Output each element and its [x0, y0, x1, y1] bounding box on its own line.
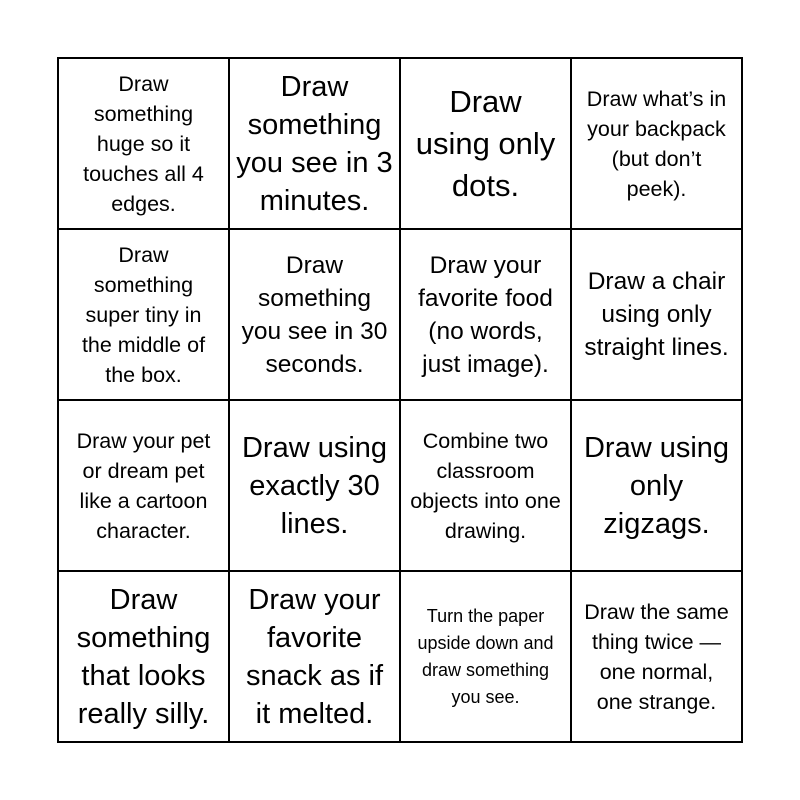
bingo-cell[interactable]: [58, 229, 229, 400]
bingo-cell[interactable]: [571, 571, 742, 742]
cell-text: Draw what’s in your backpack (but don’t peek).: [586, 86, 727, 201]
cell-text: Draw using only dots.: [415, 83, 556, 203]
bingo-cell[interactable]: [400, 400, 571, 571]
bingo-cell[interactable]: [400, 571, 571, 742]
cell-text: Draw your favorite food (no words, just image).: [418, 251, 553, 378]
cell-text: Draw something super tiny in the middle of the box.: [81, 242, 206, 387]
cell-text: Combine two classroom objects into one drawing.: [410, 428, 561, 543]
cell-text: Draw a chair using only straight lines.: [584, 268, 729, 361]
cell-text: Draw something you see in 30 seconds.: [241, 251, 388, 378]
bingo-cell[interactable]: [400, 58, 571, 229]
bingo-cell[interactable]: [229, 58, 400, 229]
bingo-cell[interactable]: [400, 229, 571, 400]
cell-text: Draw using only zigzags.: [583, 431, 730, 540]
cell-text: Draw something huge so it touches all 4 edges.: [83, 71, 204, 216]
bingo-cell[interactable]: [571, 229, 742, 400]
bingo-cell[interactable]: [571, 58, 742, 229]
bingo-cell[interactable]: [58, 58, 229, 229]
cell-text: Draw the same thing twice — one normal, one strange.: [584, 599, 729, 714]
cell-text: Draw using exactly 30 lines.: [241, 431, 388, 540]
bingo-cell[interactable]: [229, 400, 400, 571]
bingo-cell[interactable]: [58, 400, 229, 571]
bingo-cell[interactable]: [229, 229, 400, 400]
cell-text: Draw something that looks really silly.: [76, 583, 211, 730]
cell-text: Draw your pet or dream pet like a cartoon character.: [76, 428, 211, 543]
cell-text: Turn the paper upside down and draw something you see.: [417, 605, 554, 707]
bingo-cell[interactable]: [571, 400, 742, 571]
bingo-cell[interactable]: [58, 571, 229, 742]
cell-text: Draw something you see in 3 minutes.: [236, 70, 393, 217]
cell-text: Draw your favorite snack as if it melted.: [246, 583, 383, 730]
bingo-board: [57, 57, 743, 743]
bingo-cell[interactable]: [229, 571, 400, 742]
